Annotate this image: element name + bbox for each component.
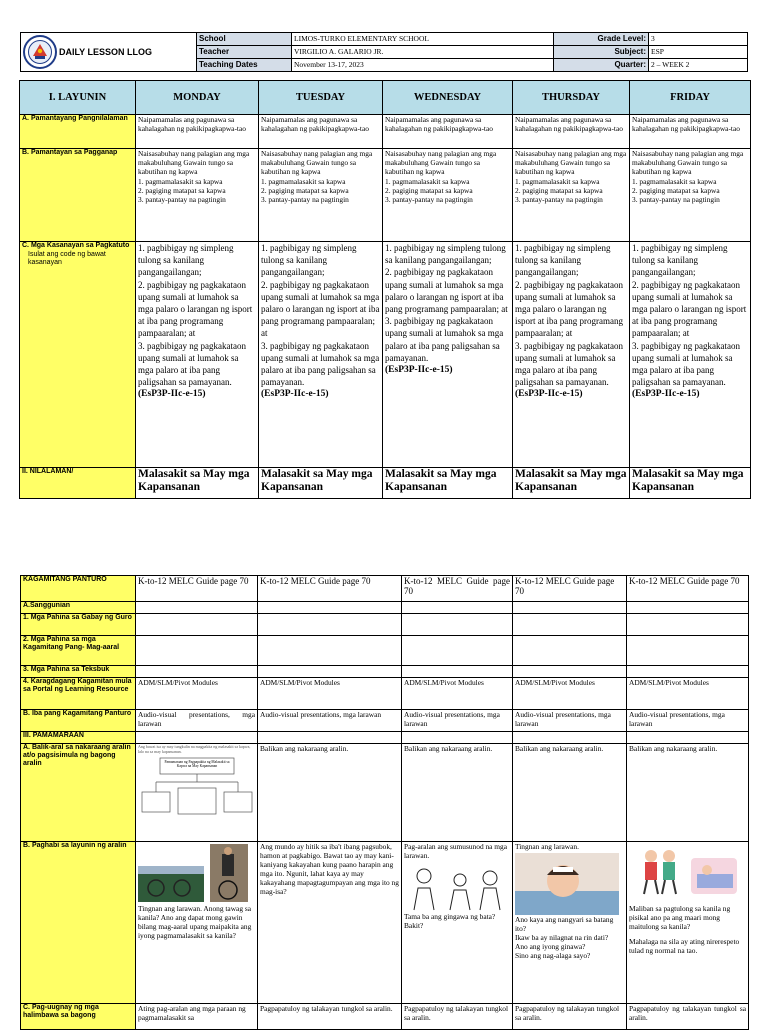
list-item: 2. pagiging matapat sa kapwa [261,185,349,195]
cell-list [136,149,259,242]
row-label-kagamitang-panturo: KAGAMITANG PANTURO [21,576,136,602]
row-sublabel: Isulat ang code ng bawat kasanayan [28,250,106,267]
cell-competencies [383,242,513,468]
cell-text: Naipamamalas ang pagunawa sa kahalagahan ng pakikipagkapwa-tao [136,115,259,149]
cell-competencies [513,242,630,468]
competency-code: (EsP3P-IIc-e-15) [515,389,583,400]
cell-image-text [402,842,513,1004]
topic-title: Malasakit sa May mga Kapansanan [136,468,259,499]
cell-text: Naipamamalas ang pagunawa sa kahalagahan ng pakikipagkapwa-tao [630,115,751,149]
header-table [20,32,748,72]
kagamitan-table [20,575,749,1030]
cell-text: K-to-12 MELC Guide page 70 [258,576,402,602]
competency-code: (EsP3P-IIc-e-15) [632,389,700,400]
list-item: 2. pagbibigay ng pagkakataon upang sumali at lumahok sa mga palaro o larangan ng isport at iba pang programang pampaaralan; at [632,279,747,339]
cell-image-text [136,842,258,1004]
diagram-caption: Ang bawat isa ay may tungkulin na magpakita ng malasakit sa kapwa, lalo na sa may kapansanan. [138,744,251,754]
cell-text: Naipamamalas ang pagunawa sa kahalagahan ng pakikipagkapwa-tao [259,115,383,149]
list-item: 3. pantay-pantay na pagtingin [261,195,349,205]
cell-image-text [627,842,749,1004]
cell-text: Sino ang nag-alaga sayo? [515,951,591,960]
table-row [21,614,749,636]
cell-text: Naipamamalas ang pagunawa sa kahalagahan ng pakikipagkapwa-tao [513,115,630,149]
helping-kids-illustration [629,844,741,904]
day-wednesday: WEDNESDAY [383,81,513,115]
cell-text: Tama ba ang gingawa ng bata? [404,912,496,921]
table-row [21,678,749,710]
day-tuesday: TUESDAY [259,81,383,115]
children-sketch-image [404,862,508,912]
school-value: LIMOS-TURKO ELEMENTARY SCHOOL [292,33,554,46]
cell-text: K-to-12 MELC Guide page 70 [627,576,749,602]
row-label-paghabi: B. Paghabi sa layunin ng aralin [21,842,136,1004]
list-item: 1. pagmamalasakit sa kapwa [632,176,717,186]
wheelchair-athletes-photo [138,844,250,904]
cell-text: Pagpapatuloy ng talakayan tungkol sa aralin. [402,1004,513,1030]
list-item: 3. pantay-pantay na pagtingin [515,195,603,205]
subject-label: Subject: [554,46,649,59]
grade-value: 3 [649,33,748,46]
cell-list [630,149,751,242]
cell-text: Balikan ang nakaraang aralin. [258,744,402,842]
row-label-gabay-ng-guro: 1. Mga Pahina sa Gabay ng Guro [21,614,136,636]
table-row [20,149,751,242]
row-label-teksbuk: 3. Mga Pahina sa Teksbuk [21,666,136,678]
row-label-kasanayan [20,242,136,468]
cell-text: ADM/SLM/Pivot Modules [627,678,749,710]
topic-title: Malasakit sa May mga Kapansanan [383,468,513,499]
cell-text: Ano kaya ang nangyari sa batang ito? [515,915,614,933]
table-row [21,636,749,666]
cell-text: Naisasabuhay nang palagian ang mga makabuluhang Gawain tungo sa kabutihan ng kapwa [632,149,744,177]
row-label-pamantayan-sa-pagganap: B. Pamantayan sa Pagganap [20,149,136,242]
table-row [21,1004,749,1030]
list-item: 1. pagbibigay ng simpleng tulong sa kanilang pangangailangan; [261,243,357,278]
list-item: 2. pagbibigay ng pagkakataon upang sumali at lumahok sa mga palaro o larangan ng isport at iba pang programang pampaaralan; at [515,279,623,339]
cell-text: Balikan ang nakaraang aralin. [513,744,627,842]
list-item: 2. pagiging matapat sa kapwa [632,185,720,195]
diagram-cell [136,744,258,842]
list-item: 2. pagiging matapat sa kapwa [385,185,473,195]
cell-text: ADM/SLM/Pivot Modules [402,678,513,710]
cell-text: ADM/SLM/Pivot Modules [513,678,627,710]
list-item: 1. pagbibigay ng simpleng tulong sa kanilang pangangailangan; [632,243,728,278]
cell-text: Pagpapatuloy ng talakayan tungkol sa aralin. [627,1004,749,1030]
cell-text: Naisasabuhay nang palagian ang mga makabuluhang Gawain tungo sa kabutihan ng kapwa [261,149,373,177]
list-item: 2. pagiging matapat sa kapwa [515,185,603,195]
lesson-log-title: DAILY LESSON LLOG [59,46,153,57]
day-thursday: THURSDAY [513,81,630,115]
cell-list [383,149,513,242]
subject-value: ESP [649,46,748,59]
cell-text: K-to-12 MELC Guide page 70 [402,576,513,602]
row-label-pag-uugnay: C. Pag-uugnay ng mga halimbawa sa bagong [21,1004,136,1030]
teacher-value: VIRGILIO A. GALARIO JR. [292,46,554,59]
list-item: 2. pagbibigay ng pagkakataon upang sumali at lumahok sa mga palaro o larangan ng isport at iba pang programang pampaaralan; at [385,267,508,315]
cell-text: Balikan ang nakaraang aralin. [402,744,513,842]
table-row [21,602,749,614]
cell-competencies [259,242,383,468]
quarter-label: Quarter: [554,59,649,72]
sick-child-photo [515,853,619,915]
cell-list [513,149,630,242]
table-row [21,576,749,602]
cell-competencies [630,242,751,468]
row-label-nilalaman: II. NILALAMAN/ [20,468,136,499]
deped-seal-icon [23,35,57,69]
table-row [20,242,751,468]
table-row [20,468,751,499]
cell-text: Naisasabuhay nang palagian ang mga makabuluhang Gawain tungo sa kabutihan ng kapwa [515,149,627,177]
list-item: 2. pagbibigay ng pagkakataon upang sumali at lumahok sa mga palaro o larangan ng isport at iba pang programang pampaaralan; at [261,279,380,339]
quarter-value: 2 – WEEK 2 [649,59,748,72]
topic-title: Malasakit sa May mga Kapansanan [513,468,630,499]
list-item: 3. pantay-pantay na pagtingin [385,195,473,205]
cell-text: Audio-visual presentations, mga larawan [513,710,627,732]
list-item: 3. pagbibigay ng pagkakataon upang sumali at lumahok sa mga palaro at iba pang paligsahan sa pamayanan. [632,340,740,388]
list-item: 1. pagbibigay ng simpleng tulong sa kanilang pangangailangan; [138,243,234,278]
cell-text: Pag-aralan ang sumusunod na mga larawan. [404,842,508,860]
competency-code: (EsP3P-IIc-e-15) [385,365,453,376]
cell-text: Pagpapatuloy ng talakayan tungkol sa aralin. [513,1004,627,1030]
cell-text: Tingnan ang larawan. Anong tawag sa kanila? Ano ang dapat mong gawin bilang mag-aaral upang maipakita ang iyong pagmamalasakit sa kanila? [138,904,252,940]
layunin-heading: I. LAYUNIN [20,81,136,115]
cell-text: ADM/SLM/Pivot Modules [136,678,258,710]
cell-text: Ating pag-aralan ang mga paraan ng pagmamalasakit sa [136,1004,258,1030]
table-row [21,842,749,1004]
cell-text: Audio-visual presentations, mga larawan [402,710,513,732]
table-row [21,666,749,678]
list-item: 3. pantay-pantay na pagtingin [138,195,226,205]
row-label-karagdagang-kagamitan: 4. Karagdagang Kagamitan mula sa Portal ng Learning Resource [21,678,136,710]
day-header-row [20,81,751,115]
list-item: 1. pagmamalasakit sa kapwa [385,176,470,186]
list-item: 3. pagbibigay ng pagkakataon upang sumali at lumahok sa mga palaro at iba pang paligsahan sa pamayanan. [385,316,504,363]
list-item: 3. pagbibigay ng pagkakataon upang sumali at lumahok sa mga palaro at iba pang paligsahan sa pamayanan. [515,340,623,388]
row-label-pamantayang-pangnilalaman: A. Pamantayang Pangnilalaman [20,115,136,149]
teacher-label: Teacher [197,46,292,59]
list-item: 1. pagmamalasakit sa kapwa [515,176,600,186]
list-item: 3. pantay-pantay na pagtingin [632,195,720,205]
row-label-text: C. Mga Kasanayan sa Pagkatuto [22,242,130,249]
cell-text: K-to-12 MELC Guide page 70 [136,576,258,602]
row-label-pamamaraan: III. PAMAMARAAN [21,732,136,744]
logo-title-cell [21,33,197,72]
list-item: 1. pagmamalasakit sa kapwa [138,176,223,186]
cell-text: Naisasabuhay nang palagian ang mga makabuluhang Gawain tungo sa kabutihan ng kapwa [138,149,250,177]
list-item: 3. pagbibigay ng pagkakataon upang sumali at lumahok sa mga palaro at iba pang paligsahan sa pamayanan. [261,340,380,388]
cell-text: Audio-visual presentations, mga larawan [258,710,402,732]
layunin-table [19,80,751,499]
row-label-balik-aral: A. Balik-aral sa nakaraang aralin at/o pagsisimula ng bagong aralin [21,744,136,842]
cell-text: Ano ang iyong ginawa? [515,942,586,951]
cell-text: K-to-12 MELC Guide page 70 [513,576,627,602]
list-item: 1. pagmamalasakit sa kapwa [261,176,346,186]
cell-text: Maliban sa pagtulong sa kanila ng pisikal ano pa ang maari mong maitulong sa kanila? [629,904,731,931]
table-row [21,732,749,744]
table-row [21,710,749,732]
cell-text: Pagpapatuloy ng talakayan tungkol sa aralin. [258,1004,402,1030]
cell-text: Mahalaga na sila ay ating nirerespeto tulad ng normal na tao. [629,937,740,955]
cell-competencies [136,242,259,468]
school-label: School [197,33,292,46]
row-label-kagamitang-mag-aaral: 2. Mga Pahina sa mga Kagamitang Pang- Mag-aaral [21,636,136,666]
cell-text: Audio-visual presentations, mga larawan [136,710,258,732]
dates-label: Teaching Dates [197,59,292,72]
cell-text: Ang mundo ay hitik sa iba't ibang pagsubok, hamon at pagkabigo. Bawat tao ay may kani-kaniyang kakayahan kung paano harapin ang mga ito. Ngunit, lahat kaya ay may kakayahang mapagtagumpayan ang mga ito ng mag-isa? [258,842,402,1004]
cell-text: Balikan ang nakaraang aralin. [627,744,749,842]
row-label-iba-pang-kagamitan: B. Iba pang Kagamitang Panturo [21,710,136,732]
cell-image-text [513,842,627,1004]
diagram-title: Pamamaraan ng Pagpapakita ng Malasakit sa Kapwa na May Kapansanan [164,760,230,769]
day-friday: FRIDAY [630,81,751,115]
cell-text: Naipamamalas ang pagunawa sa kahalagahan ng pakikipagkapwa-tao [383,115,513,149]
cell-text: Ikaw ba ay nilagnat na rin dati? [515,933,609,942]
topic-title: Malasakit sa May mga Kapansanan [259,468,383,499]
cell-text: Bakit? [404,921,424,930]
cell-text: ADM/SLM/Pivot Modules [258,678,402,710]
competency-code: (EsP3P-IIc-e-15) [138,389,206,400]
cell-list [259,149,383,242]
table-row [21,744,749,842]
cell-text: Audio-visual presentations, mga larawan [627,710,749,732]
topic-title: Malasakit sa May mga Kapansanan [630,468,751,499]
cell-text: Tingnan ang larawan. [515,842,579,851]
table-row [20,115,751,149]
list-item: 1. pagbibigay ng simpleng tulong sa kanilang pangangailangan; [385,243,506,266]
row-label-sanggunian: A.Sanggunian [21,602,136,614]
list-item: 1. pagbibigay ng simpleng tulong sa kanilang pangangailangan; [515,243,611,278]
grade-label: Grade Level: [554,33,649,46]
list-item: 3. pagbibigay ng pagkakataon upang sumali at lumahok sa mga palaro at iba pang paligsahan sa pamayanan. [138,340,246,388]
competency-code: (EsP3P-IIc-e-15) [261,389,329,400]
cell-text: Naisasabuhay nang palagian ang mga makabuluhang Gawain tungo sa kabutihan ng kapwa [385,149,497,177]
list-item: 2. pagiging matapat sa kapwa [138,185,226,195]
day-monday: MONDAY [136,81,259,115]
list-item: 2. pagbibigay ng pagkakataon upang sumali at lumahok sa mga palaro o larangan ng isport at iba pang programang pampaaralan; at [138,279,253,339]
dates-value: November 13-17, 2023 [292,59,554,72]
